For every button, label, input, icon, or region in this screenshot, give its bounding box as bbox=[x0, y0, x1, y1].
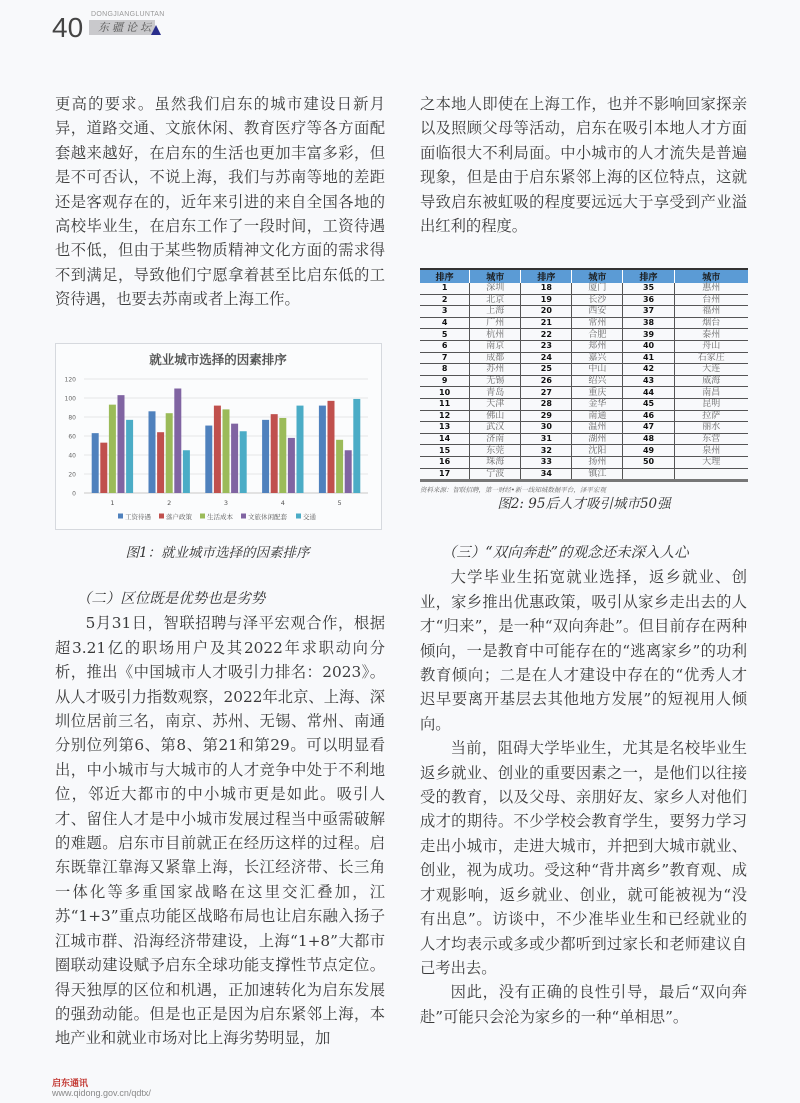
rank-cell: 7 bbox=[420, 352, 470, 364]
bar-生活成本-1 bbox=[109, 405, 116, 493]
rank-cell: 16 bbox=[420, 456, 470, 468]
table-row bbox=[420, 294, 748, 306]
bar-文旅休闲配套-2 bbox=[174, 389, 181, 494]
city-cell: 烟台 bbox=[674, 317, 748, 329]
rank-cell: 38 bbox=[623, 317, 674, 329]
table-source: 资料来源：智联招聘，第一财经•新一线知城数据平台，泽平宏观 bbox=[420, 486, 606, 495]
city-cell: 常州 bbox=[572, 317, 623, 329]
ranking-table bbox=[420, 268, 748, 482]
rank-cell: 29 bbox=[521, 410, 572, 422]
city-cell: 东莞 bbox=[470, 445, 521, 457]
bar-落户政策-3 bbox=[214, 406, 221, 493]
city-cell: 大连 bbox=[674, 364, 748, 376]
rank-cell: 3 bbox=[420, 306, 470, 318]
city-cell: 湖州 bbox=[572, 433, 623, 445]
table-row bbox=[420, 445, 748, 457]
bar-交通-5 bbox=[353, 399, 360, 493]
rank-cell: 8 bbox=[420, 364, 470, 376]
paragraph: 之本地人即使在上海工作，也并不影响回家探亲以及照顾父母等活动，启东在吸引本地人才方面面临很大不利局面。中小城市的人才流失是普遍现象，但是由于启东紧邻上海的区位特点，这就导致启东被虹吸的程度要远远大于享受到产业溢出红利的程度。 bbox=[420, 95, 747, 236]
city-cell: 绍兴 bbox=[572, 375, 623, 387]
rank-cell: 32 bbox=[521, 445, 572, 457]
x-tick-label: 3 bbox=[223, 499, 229, 507]
rank-cell: 49 bbox=[623, 445, 674, 457]
rank-cell: 33 bbox=[521, 456, 572, 468]
city-cell: 舟山 bbox=[674, 340, 748, 352]
rank-cell: 9 bbox=[420, 375, 470, 387]
rank-cell: 40 bbox=[623, 340, 674, 352]
chart-x-ticks bbox=[110, 499, 341, 507]
rank-cell: 43 bbox=[623, 375, 674, 387]
triangle-icon bbox=[151, 25, 161, 35]
bar-工资待遇-2 bbox=[149, 411, 156, 493]
right-column-bottom bbox=[420, 541, 747, 1029]
rank-cell: 11 bbox=[420, 398, 470, 410]
rank-cell: 17 bbox=[420, 468, 470, 481]
bar-交通-2 bbox=[183, 450, 190, 493]
bar-落户政策-5 bbox=[328, 401, 335, 493]
legend-swatch bbox=[296, 514, 301, 519]
rank-cell: 22 bbox=[521, 329, 572, 341]
city-cell: 扬州 bbox=[572, 456, 623, 468]
rank-cell: 15 bbox=[420, 445, 470, 457]
bar-落户政策-4 bbox=[271, 414, 278, 493]
city-cell: 大理 bbox=[674, 456, 748, 468]
rank-cell: 21 bbox=[521, 317, 572, 329]
paragraph: 更高的要求。虽然我们启东的城市建设日新月异，道路交通、文旅休闲、教育医疗等各方面配套越来越好，在启东的生活也更加丰富多彩，但是不可否认，不说上海，我们与苏南等地的差距还是客观存在的，近年来引进的来自全国各地的高校毕业生，在启东工作了一段时间，工资待遇也不低，但由于某些物质精神文化方面的需求得不到满足，导致他们宁愿拿着甚至比启东低的工资待遇，也要去苏南或者上海工作。 bbox=[55, 95, 385, 309]
masthead-english: DONGJIANGLUNTAN bbox=[91, 11, 165, 18]
city-cell: 佛山 bbox=[470, 410, 521, 422]
rank-cell: 13 bbox=[420, 422, 470, 434]
legend-label: 交通 bbox=[303, 513, 316, 521]
rank-cell bbox=[623, 468, 674, 481]
left-column-bottom bbox=[55, 587, 385, 1051]
y-tick-label: 100 bbox=[64, 395, 76, 403]
rank-cell: 36 bbox=[623, 294, 674, 306]
bar-生活成本-2 bbox=[166, 413, 173, 493]
bar-交通-3 bbox=[240, 431, 247, 493]
y-tick-label: 120 bbox=[64, 376, 76, 384]
rank-cell: 35 bbox=[623, 283, 674, 294]
city-cell: 重庆 bbox=[572, 387, 623, 399]
bar-落户政策-1 bbox=[100, 443, 107, 493]
y-tick-label: 0 bbox=[72, 490, 76, 498]
rank-cell: 24 bbox=[521, 352, 572, 364]
rank-cell: 14 bbox=[420, 433, 470, 445]
rank-cell: 44 bbox=[623, 387, 674, 399]
section-heading: （三）“双向奔赴”的观念还未深入人心 bbox=[441, 545, 689, 561]
city-cell: 苏州 bbox=[470, 364, 521, 376]
page-number: 40 bbox=[52, 12, 84, 43]
paragraph: 当前，阻碍大学毕业生，尤其是名校毕业生返乡就业、创业的重要因素之一，是他们以往接受的教育，以及父母、亲朋好友、家乡人对他们成才的期待。不少学校会教育学生，要努力学习走出小城市，走进大城市，并把到大城市就业、创业，视为成功。受这种“背井离乡”教育观、成才观影响，返乡就业、创业，就可能被视为“没有出息”。访谈中，不少准毕业生和已经就业的人才均表示或多或少都听到过家长和老师建议自己考出去。 bbox=[420, 739, 747, 977]
city-cell: 广州 bbox=[470, 317, 521, 329]
city-cell: 丽水 bbox=[674, 422, 748, 434]
city-cell: 台州 bbox=[674, 294, 748, 306]
bar-工资待遇-5 bbox=[319, 406, 326, 493]
table-header-cell: 城市 bbox=[470, 269, 521, 283]
rank-cell: 2 bbox=[420, 294, 470, 306]
x-tick-label: 4 bbox=[280, 499, 285, 507]
city-cell: 东营 bbox=[674, 433, 748, 445]
city-cell: 厦门 bbox=[572, 283, 623, 294]
city-cell: 合肥 bbox=[572, 329, 623, 341]
bar-文旅休闲配套-1 bbox=[118, 395, 125, 493]
table-row bbox=[420, 340, 748, 352]
city-cell: 上海 bbox=[470, 306, 521, 318]
bar-落户政策-2 bbox=[157, 432, 164, 493]
section-heading: （二）区位既是优势也是劣势 bbox=[76, 591, 266, 607]
city-cell: 泰州 bbox=[674, 329, 748, 341]
rank-cell: 41 bbox=[623, 352, 674, 364]
table-row bbox=[420, 375, 748, 387]
chart-bars bbox=[92, 389, 361, 494]
legend-swatch bbox=[200, 514, 205, 519]
rank-cell: 42 bbox=[623, 364, 674, 376]
footer-brand: 启东通讯 bbox=[52, 1079, 89, 1089]
figure1-caption: 图1：就业城市选择的因素排序 bbox=[125, 545, 310, 561]
rank-cell: 45 bbox=[623, 398, 674, 410]
city-cell: 郑州 bbox=[572, 340, 623, 352]
table-row bbox=[420, 329, 748, 341]
city-cell: 威海 bbox=[674, 375, 748, 387]
right-column-top bbox=[420, 92, 747, 238]
city-cell: 拉萨 bbox=[674, 410, 748, 422]
rank-cell: 10 bbox=[420, 387, 470, 399]
y-tick-label: 60 bbox=[68, 433, 76, 441]
city-cell: 济南 bbox=[470, 433, 521, 445]
chart-y-ticks bbox=[65, 377, 77, 498]
legend-swatch bbox=[241, 514, 246, 519]
rank-cell: 31 bbox=[521, 433, 572, 445]
table-row bbox=[420, 456, 748, 468]
legend-label: 生活成本 bbox=[207, 513, 233, 521]
table-row bbox=[420, 283, 748, 294]
bar-交通-1 bbox=[126, 420, 133, 493]
table-row bbox=[420, 433, 748, 445]
rank-cell: 30 bbox=[521, 422, 572, 434]
chart-legend bbox=[118, 512, 317, 521]
bar-工资待遇-3 bbox=[205, 426, 212, 493]
city-cell: 宁波 bbox=[470, 468, 521, 481]
rank-cell: 4 bbox=[420, 317, 470, 329]
rank-cell: 28 bbox=[521, 398, 572, 410]
bar-交通-4 bbox=[297, 406, 304, 493]
city-cell: 南京 bbox=[470, 340, 521, 352]
y-tick-label: 20 bbox=[68, 471, 76, 479]
rank-cell: 37 bbox=[623, 306, 674, 318]
city-cell: 南昌 bbox=[674, 387, 748, 399]
legend-swatch bbox=[159, 514, 164, 519]
rank-cell: 39 bbox=[623, 329, 674, 341]
y-tick-label: 80 bbox=[68, 414, 76, 422]
paragraph: 大学毕业生拓宽就业选择，返乡就业、创业，家乡推出优惠政策，吸引从家乡走出去的人才“归来”，是一种“双向奔赴”。但目前存在两种倾向，一是教育中可能存在的“逃离家乡”的功利教育倾向；二是在人才建设中存在的“优秀人才迟早要离开基层去其他地方发展”的短视用人倾向。 bbox=[420, 568, 747, 733]
table-header-cell: 排序 bbox=[521, 269, 572, 283]
city-cell: 惠州 bbox=[674, 283, 748, 294]
city-cell: 南通 bbox=[572, 410, 623, 422]
left-column-top bbox=[55, 92, 385, 312]
city-cell: 泉州 bbox=[674, 445, 748, 457]
city-cell: 嘉兴 bbox=[572, 352, 623, 364]
city-cell: 中山 bbox=[572, 364, 623, 376]
table-row bbox=[420, 410, 748, 422]
paragraph: 5月31日，智联招聘与泽平宏观合作，根据超3.21亿的职场用户及其2022年求职动向分析，推出《中国城市人才吸引力排名：2023》。从人才吸引力指数观察，2022年北京、上海、深圳位居前三名，南京、苏州、无锡、常州、南通分别位列第6、第8、第21和第29。可以明显看出，中小城市与大城市的人才竞争中处于不利地位，邻近大都市的中小城市更是如此。吸引人才、留住人才是中小城市发展过程当中亟需破解的难题。启东市目前就正在经历这样的过程。启东既靠江靠海又紧靠上海，长江经济带、长三角一体化等多重国家战略在这里交汇叠加，江苏“1+3”重点功能区战略布局也让启东融入扬子江城市群、沿海经济带建设，上海“1+8”大都市圈联动建设赋予启东全球功能支撑性节点定位。得天独厚的区位和机遇，正加速转化为启东发展的强劲动能。但是也正是因为启东紧邻上海，本地产业和就业市场对比上海劣势明显，加 bbox=[55, 614, 385, 1048]
legend-label: 文旅休闲配套 bbox=[248, 513, 287, 521]
city-cell: 珠海 bbox=[470, 456, 521, 468]
figure2-caption: 图2: 95后人才吸引城市50强 bbox=[497, 496, 671, 512]
rank-cell: 1 bbox=[420, 283, 470, 294]
table-row bbox=[420, 352, 748, 364]
bar-工资待遇-1 bbox=[92, 433, 99, 493]
bar-生活成本-5 bbox=[336, 440, 343, 493]
rank-cell: 48 bbox=[623, 433, 674, 445]
x-tick-label: 1 bbox=[110, 499, 115, 507]
rank-cell: 47 bbox=[623, 422, 674, 434]
chart-svg bbox=[56, 344, 381, 529]
bar-工资待遇-4 bbox=[262, 420, 269, 493]
paragraph: 因此，没有正确的良性引导，最后“双向奔赴”可能只会沦为家乡的一种“单相思”。 bbox=[420, 983, 747, 1026]
city-cell: 福州 bbox=[674, 306, 748, 318]
y-tick-label: 40 bbox=[68, 452, 76, 460]
city-cell: 沈阳 bbox=[572, 445, 623, 457]
rank-cell: 46 bbox=[623, 410, 674, 422]
table-row bbox=[420, 387, 748, 399]
rank-cell: 18 bbox=[521, 283, 572, 294]
table-row bbox=[420, 468, 748, 481]
legend-label: 落户政策 bbox=[166, 513, 192, 521]
city-cell: 西安 bbox=[572, 306, 623, 318]
city-cell: 温州 bbox=[572, 422, 623, 434]
rank-cell: 5 bbox=[420, 329, 470, 341]
factor-ranking-chart bbox=[55, 343, 382, 530]
city-cell: 长沙 bbox=[572, 294, 623, 306]
x-tick-label: 5 bbox=[337, 499, 342, 507]
bar-文旅休闲配套-3 bbox=[231, 424, 238, 493]
chart-title: 就业城市选择的因素排序 bbox=[149, 352, 287, 367]
city-cell: 青岛 bbox=[470, 387, 521, 399]
city-cell: 昆明 bbox=[674, 398, 748, 410]
table-row bbox=[420, 422, 748, 434]
city-cell: 无锡 bbox=[470, 375, 521, 387]
legend-swatch bbox=[118, 514, 123, 519]
table-row bbox=[420, 364, 748, 376]
table-row bbox=[420, 398, 748, 410]
table-body bbox=[420, 283, 748, 481]
rank-cell: 27 bbox=[521, 387, 572, 399]
city-cell: 金华 bbox=[572, 398, 623, 410]
table-header-cell: 城市 bbox=[572, 269, 623, 283]
footer-url[interactable]: www.qidong.gov.cn/qdtx/ bbox=[52, 1088, 151, 1098]
city-cell: 杭州 bbox=[470, 329, 521, 341]
city-cell: 成都 bbox=[470, 352, 521, 364]
rank-cell: 12 bbox=[420, 410, 470, 422]
legend-label: 工资待遇 bbox=[125, 513, 151, 521]
rank-cell: 20 bbox=[521, 306, 572, 318]
rank-cell: 6 bbox=[420, 340, 470, 352]
city-cell: 北京 bbox=[470, 294, 521, 306]
x-tick-label: 2 bbox=[167, 499, 172, 507]
city-cell: 武汉 bbox=[470, 422, 521, 434]
city-cell: 石家庄 bbox=[674, 352, 748, 364]
rank-cell: 26 bbox=[521, 375, 572, 387]
table-header-cell: 城市 bbox=[674, 269, 748, 283]
bar-文旅休闲配套-4 bbox=[288, 438, 295, 493]
table-header-cell: 排序 bbox=[623, 269, 674, 283]
table-row bbox=[420, 317, 748, 329]
rank-cell: 19 bbox=[521, 294, 572, 306]
rank-cell: 50 bbox=[623, 456, 674, 468]
city-ranking-table bbox=[420, 268, 748, 494]
table-header-cell: 排序 bbox=[420, 269, 470, 283]
city-cell: 深圳 bbox=[470, 283, 521, 294]
bar-生活成本-4 bbox=[279, 418, 286, 493]
masthead-title: 东疆论坛 bbox=[98, 21, 154, 34]
city-cell: 天津 bbox=[470, 398, 521, 410]
bar-生活成本-3 bbox=[223, 409, 230, 493]
table-header-row bbox=[420, 269, 748, 283]
city-cell: 镇江 bbox=[572, 468, 623, 481]
rank-cell: 25 bbox=[521, 364, 572, 376]
rank-cell: 23 bbox=[521, 340, 572, 352]
rank-cell: 34 bbox=[521, 468, 572, 481]
city-cell bbox=[674, 468, 748, 481]
table-row bbox=[420, 306, 748, 318]
bar-文旅休闲配套-5 bbox=[345, 450, 352, 493]
